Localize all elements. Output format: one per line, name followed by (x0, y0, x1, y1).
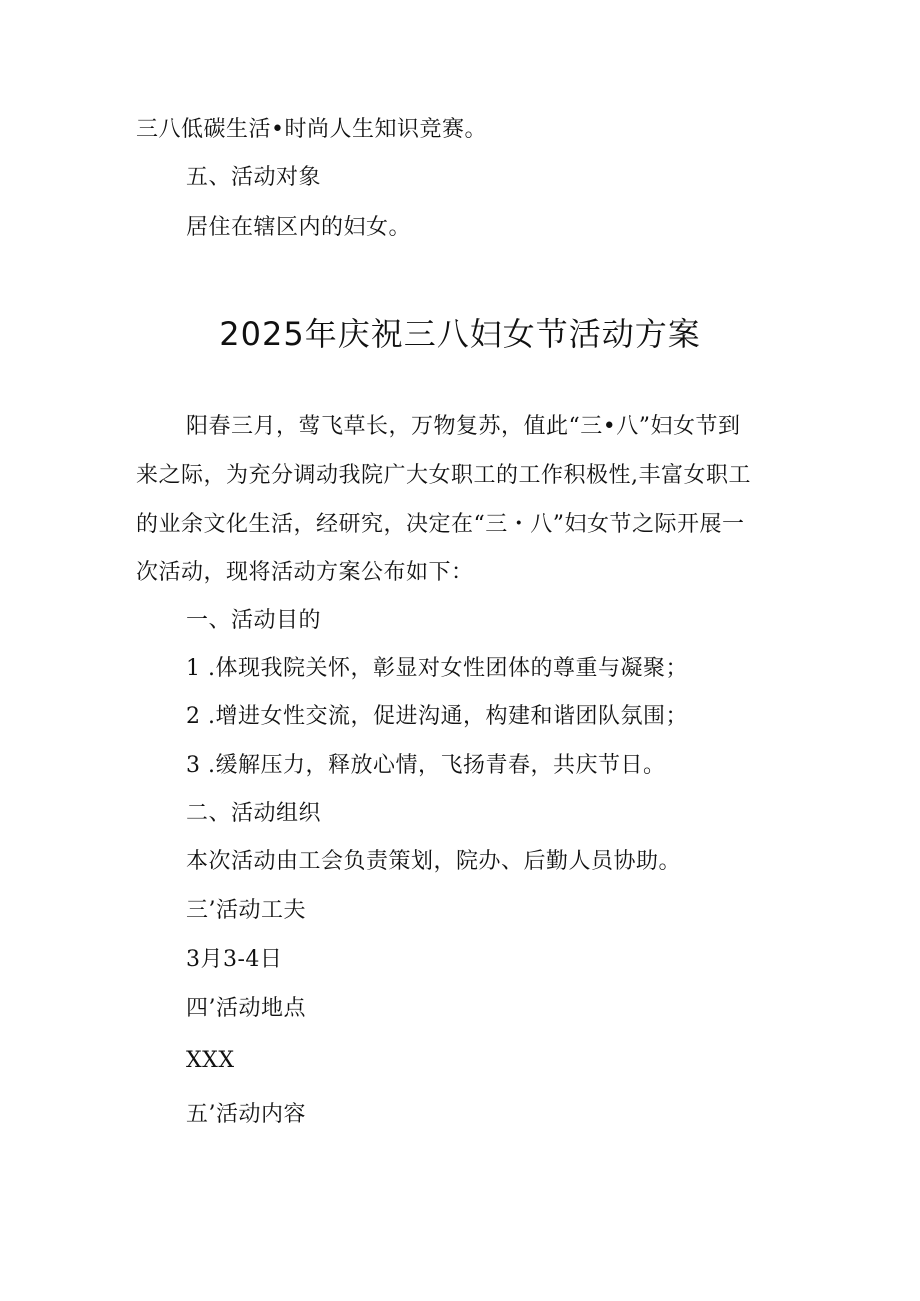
section-heading-organization: 二、活动组织 (186, 801, 322, 826)
section-heading-target: 五、活动对象 (186, 165, 322, 190)
paragraph-continuation: 三八低碳生活•时尚人生知识竞赛。 (136, 117, 487, 142)
location-text: XXX (186, 1048, 235, 1073)
document-title: 2025年庆祝三八妇女节活动方案 (219, 315, 701, 353)
intro-line-1: 阳春三月，莺飞草长，万物复苏，值此“三•八”妇女节到 (186, 414, 741, 439)
section-heading-location: 四’活动地点 (186, 996, 306, 1021)
intro-line-2: 来之际，为充分调动我院广大女职工的工作积极性,丰富女职工 (136, 463, 751, 488)
intro-line-3: 的业余文化生活，经研究，决定在“三・八”妇女节之际开展一 (136, 512, 745, 537)
intro-line-4: 次活动，现将活动方案公布如下： (136, 560, 474, 585)
section-heading-time: 三’活动工夫 (186, 898, 306, 923)
purpose-item-2: 2 .增进女性交流，促进沟通，构建和谐团队氛围； (186, 704, 688, 729)
section-heading-purpose: 一、活动目的 (186, 608, 322, 633)
organization-text: 本次活动由工会负责策划，院办、后勤人员协助。 (186, 849, 682, 874)
purpose-item-3: 3 .缓解压力，释放心情，飞扬青春，共庆节日。 (186, 753, 666, 778)
time-text: 3月3-4日 (186, 947, 283, 972)
purpose-item-1: 1 .体现我院关怀，彰显对女性团体的尊重与凝聚； (186, 656, 688, 681)
section-heading-content: 五’活动内容 (186, 1102, 306, 1127)
target-text: 居住在辖区内的妇女。 (186, 215, 412, 240)
